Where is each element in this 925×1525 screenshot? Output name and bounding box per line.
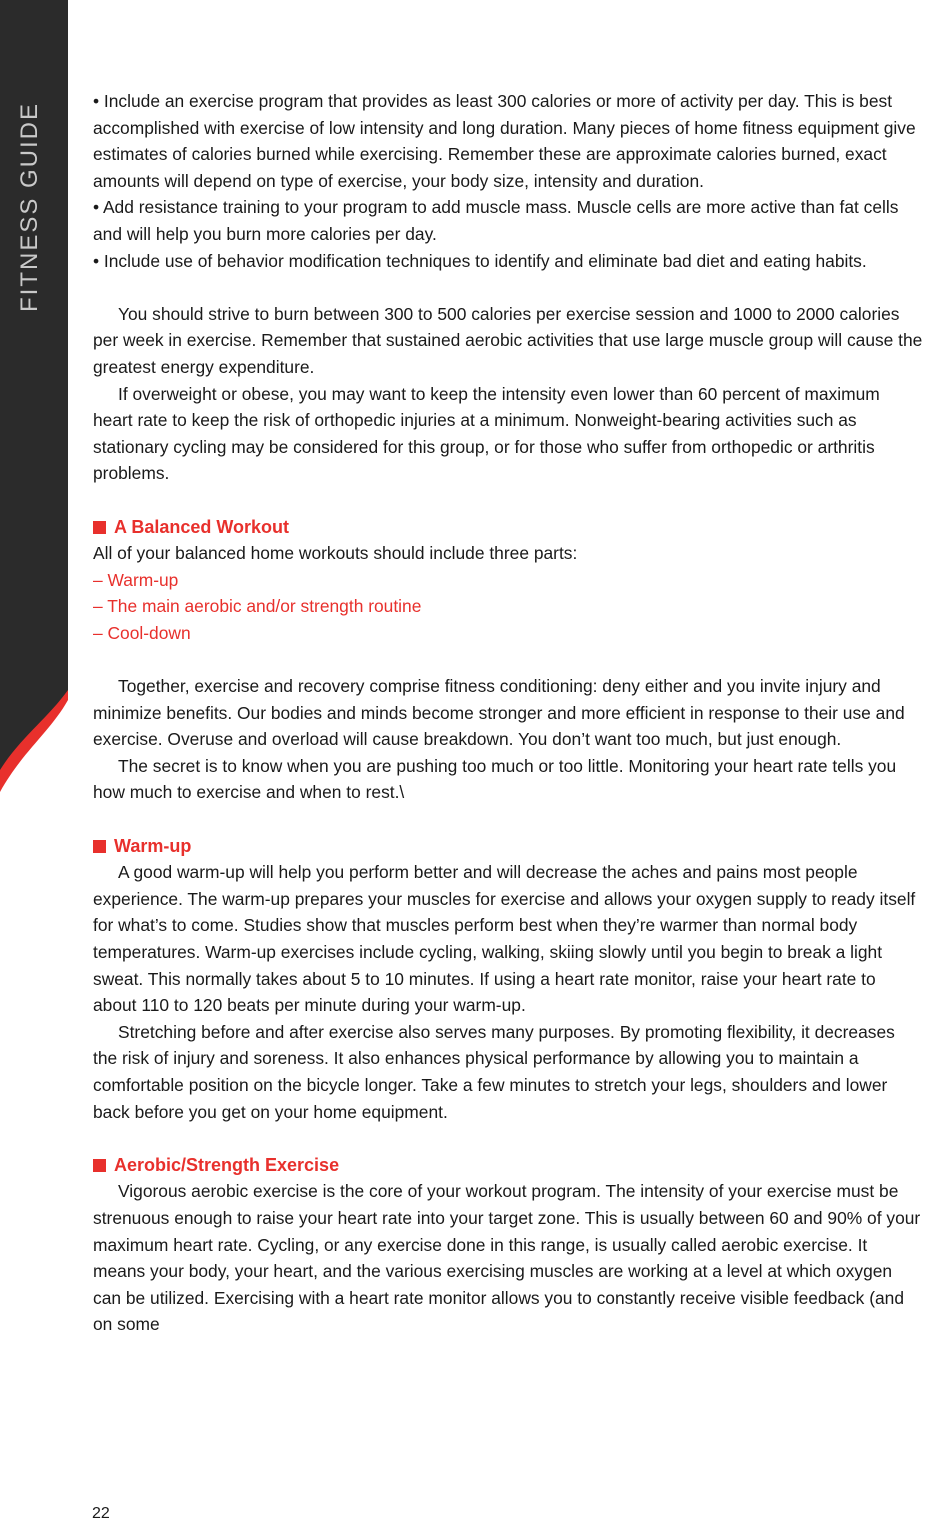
sidebar-tab: [0, 0, 68, 800]
section-heading-aerobic-strength: [93, 1152, 923, 1179]
intro-bullet-behavior: • Include use of behavior modification techniques to identify and eliminate bad diet and eating habits.: [93, 250, 867, 271]
square-bullet-icon: [93, 521, 106, 534]
section-heading-warm-up: [93, 833, 923, 860]
heading-text: Aerobic/Strength Exercise: [114, 1154, 340, 1175]
workout-part-item: – Warm-up: [93, 569, 179, 590]
warm-up-paragraph: A good warm-up will help you perform better and will decrease the aches and pains most people experience. The warm-up prepares your muscles for exercise and allows your oxygen supply to ready itself for what’s to come. Studies show that muscles perform best when they’re warmer than normal body temperatures. Warm-up exercises include cycling, walking, skiing slowly until you begin to break a light sweat. This normally takes about 5 to 10 minutes. If using a heart rate monitor, raise your heart rate to about 110 to 120 beats per minute during your warm-up.: [93, 862, 916, 1016]
intro-bullet-resistance: • Add resistance training to your program to add muscle mass. Muscle cells are more active than fat cells and will help you burn more calories per day.: [93, 197, 899, 244]
balanced-workout-paragraph: Together, exercise and recovery comprise fitness conditioning: deny either and you invite injury and minimize benefits. Our bodies and minds become stronger and more efficient in response to their use and exercise. Overuse and overload will cause breakdown. You don’t want too much, but just enough.: [93, 676, 905, 750]
workout-part-item: – Cool-down: [93, 622, 191, 643]
aerobic-paragraph: Vigorous aerobic exercise is the core of your workout program. The intensity of your exercise must be strenuous enough to raise your heart rate into your target zone. This is usually between 60 and 90% of your maximum heart rate. Cycling, or any exercise done in this range, is usually called aerobic exercise. It means your body, your heart, and the various exercising muscles are working at a level at which oxygen can be utilized. Exercising with a heart rate monitor allows you to constantly receive visible feedback (and on some: [93, 1181, 921, 1335]
heading-text: Warm-up: [114, 835, 192, 856]
intro-paragraph: You should strive to burn between 300 to 500 calories per exercise session and 1000 to 2000 calories per week in exercise. Remember that sustained aerobic activities that use large muscle group will cause the greatest energy expenditure.: [93, 303, 923, 377]
intro-bullet-calories: • Include an exercise program that provides as least 300 calories or more of activity per day. This is best accomplished with exercise of low intensity and long duration. Many pieces of home fitness equipment give estimates of calories burned while exercising. Remember these are approximate calories burned, exact amounts will depend on type of exercise, your body size, intensity and duration.: [93, 91, 916, 191]
square-bullet-icon: [93, 1159, 106, 1172]
sidebar-title: FITNESS GUIDE: [16, 101, 43, 312]
warm-up-paragraph: Stretching before and after exercise also serves many purposes. By promoting flexibility, it decreases the risk of injury and soreness. It also enhances physical performance by allowing you to maintain a comfortable position on the bicycle longer. Take a few minutes to stretch your legs, shoulders and lower back before you get on your home equipment.: [93, 1021, 895, 1122]
page-number: 22: [92, 1505, 110, 1522]
square-bullet-icon: [93, 840, 106, 853]
workout-part-item: – The main aerobic and/or strength routine: [93, 596, 422, 617]
heading-text: A Balanced Workout: [114, 516, 290, 537]
balanced-workout-lead: All of your balanced home workouts should include three parts:: [93, 543, 578, 564]
page-content: [93, 88, 923, 1338]
balanced-workout-paragraph: The secret is to know when you are pushing too much or too little. Monitoring your heart rate tells you how much to exercise and when to rest.\: [93, 755, 897, 803]
section-heading-balanced-workout: [93, 514, 923, 541]
intro-paragraph: If overweight or obese, you may want to keep the intensity even lower than 60 percent of maximum heart rate to keep the risk of orthopedic injuries at a minimum. Nonweight-bearing activities such as stationary cycling may be considered for this group, or for those who suffer from orthopedic or arthritis problems.: [93, 383, 880, 484]
